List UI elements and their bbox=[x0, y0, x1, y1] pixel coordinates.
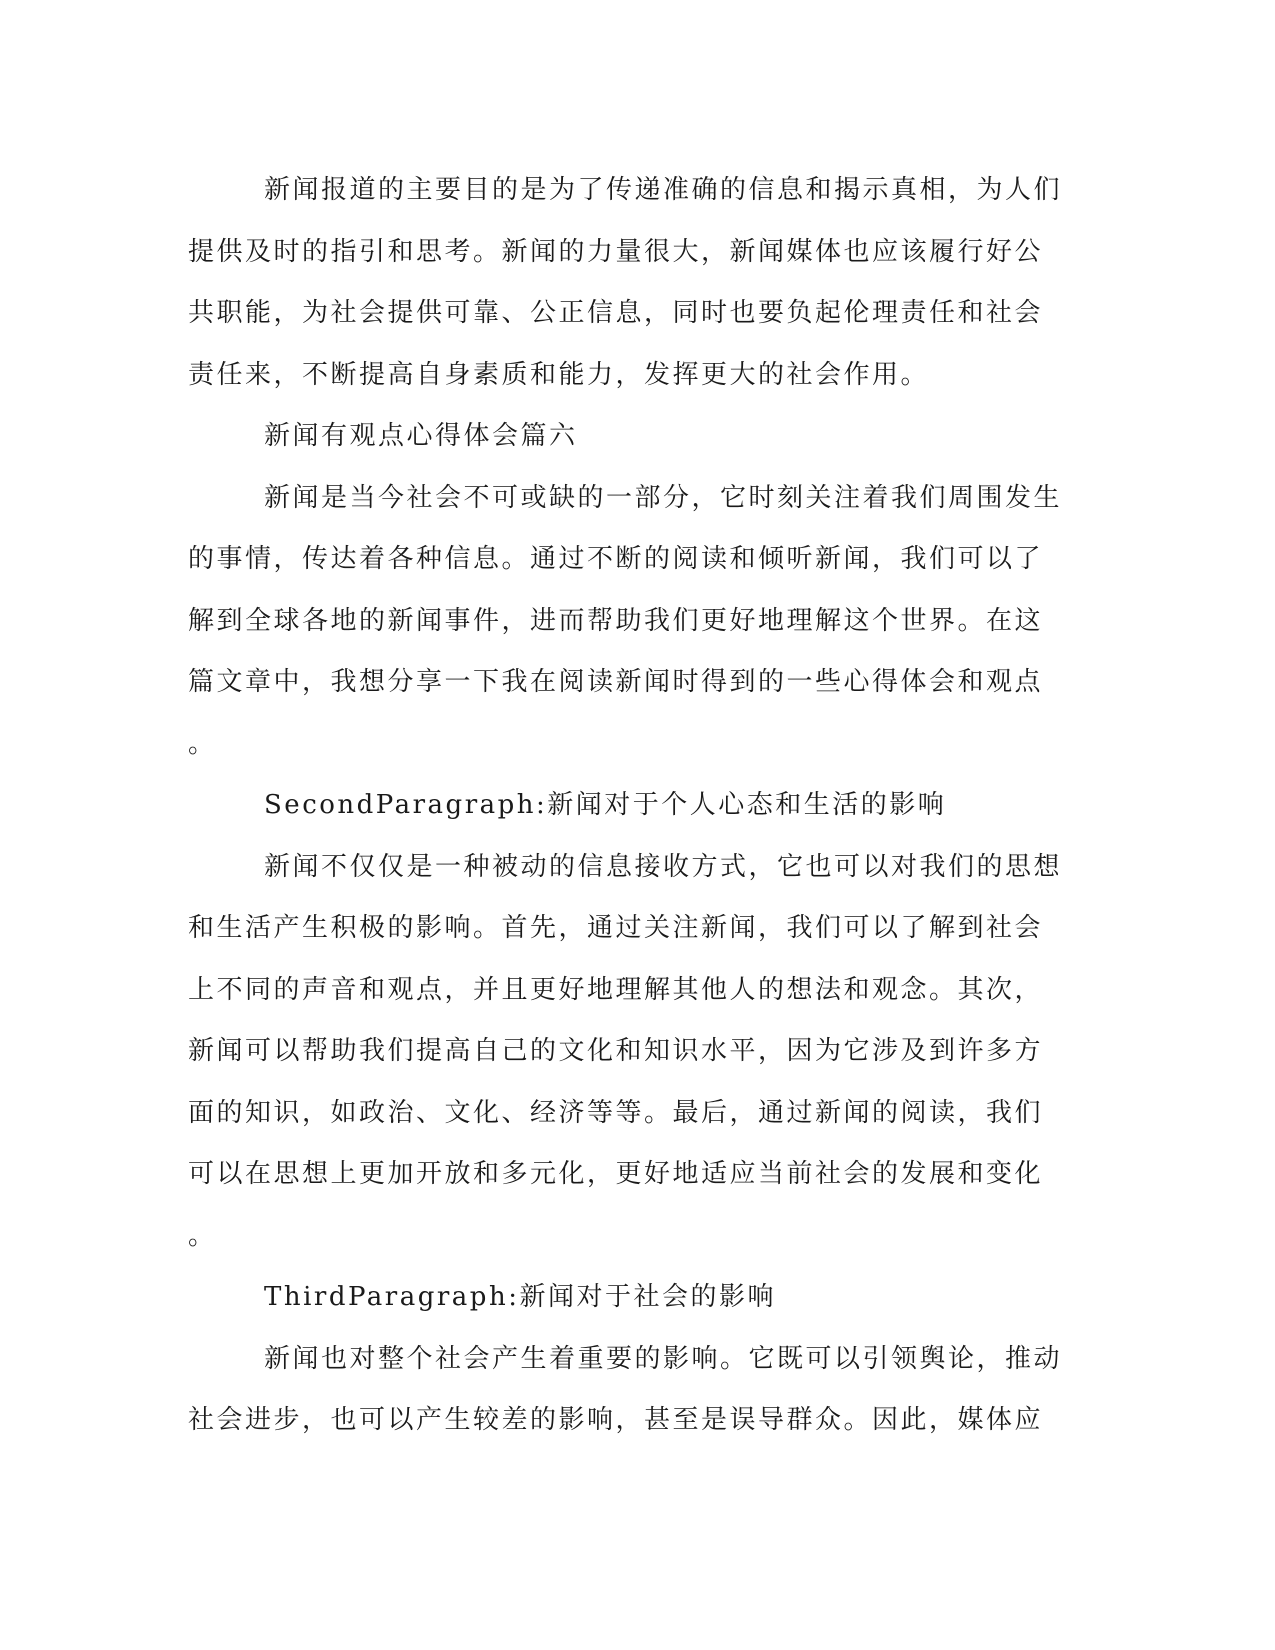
document-body bbox=[188, 160, 1080, 1452]
paragraph-line: 和生活产生积极的影响。首先，通过关注新闻，我们可以了解到社会 bbox=[188, 913, 1044, 943]
section-heading: 新闻有观点心得体会篇六 bbox=[264, 421, 578, 451]
paragraph-line: 新闻也对整个社会产生着重要的影响。它既可以引领舆论，推动 bbox=[264, 1343, 1063, 1374]
section-heading: SecondParagraph:新闻对于个人心态和生活的影响 bbox=[264, 790, 947, 820]
paragraph-line: 新闻不仅仅是一种被动的信息接收方式，它也可以对我们的思想 bbox=[264, 851, 1063, 882]
paragraph-line: 。 bbox=[188, 1220, 217, 1251]
paragraph-line: 。 bbox=[188, 728, 217, 759]
paragraph-line: 上不同的声音和观点，并且更好地理解其他人的想法和观念。其次， bbox=[188, 974, 1044, 1005]
paragraph-line: 可以在思想上更加开放和多元化，更好地适应当前社会的发展和变化 bbox=[188, 1159, 1044, 1189]
section-heading: ThirdParagraph:新闻对于社会的影响 bbox=[264, 1282, 776, 1312]
paragraph-line: 社会进步，也可以产生较差的影响，甚至是误导群众。因此，媒体应 bbox=[188, 1405, 1044, 1435]
paragraph-line: 共职能，为社会提供可靠、公正信息，同时也要负起伦理责任和社会 bbox=[188, 298, 1044, 328]
paragraph-line: 解到全球各地的新闻事件，进而帮助我们更好地理解这个世界。在这 bbox=[188, 605, 1044, 636]
paragraph-line: 篇文章中，我想分享一下我在阅读新闻时得到的一些心得体会和观点 bbox=[188, 667, 1044, 697]
paragraph-line: 新闻可以帮助我们提高自己的文化和知识水平，因为它涉及到许多方 bbox=[188, 1036, 1044, 1066]
paragraph-line: 责任来，不断提高自身素质和能力，发挥更大的社会作用。 bbox=[188, 359, 930, 390]
paragraph-line: 提供及时的指引和思考。新闻的力量很大，新闻媒体也应该履行好公 bbox=[188, 236, 1044, 267]
paragraph-line: 新闻是当今社会不可或缺的一部分，它时刻关注着我们周围发生 bbox=[264, 482, 1063, 513]
paragraph-line: 面的知识，如政治、文化、经济等等。最后，通过新闻的阅读，我们 bbox=[188, 1097, 1044, 1128]
paragraph-line: 的事情，传达着各种信息。通过不断的阅读和倾听新闻，我们可以了 bbox=[188, 544, 1044, 574]
paragraph-line: 新闻报道的主要目的是为了传递准确的信息和揭示真相，为人们 bbox=[264, 175, 1063, 205]
